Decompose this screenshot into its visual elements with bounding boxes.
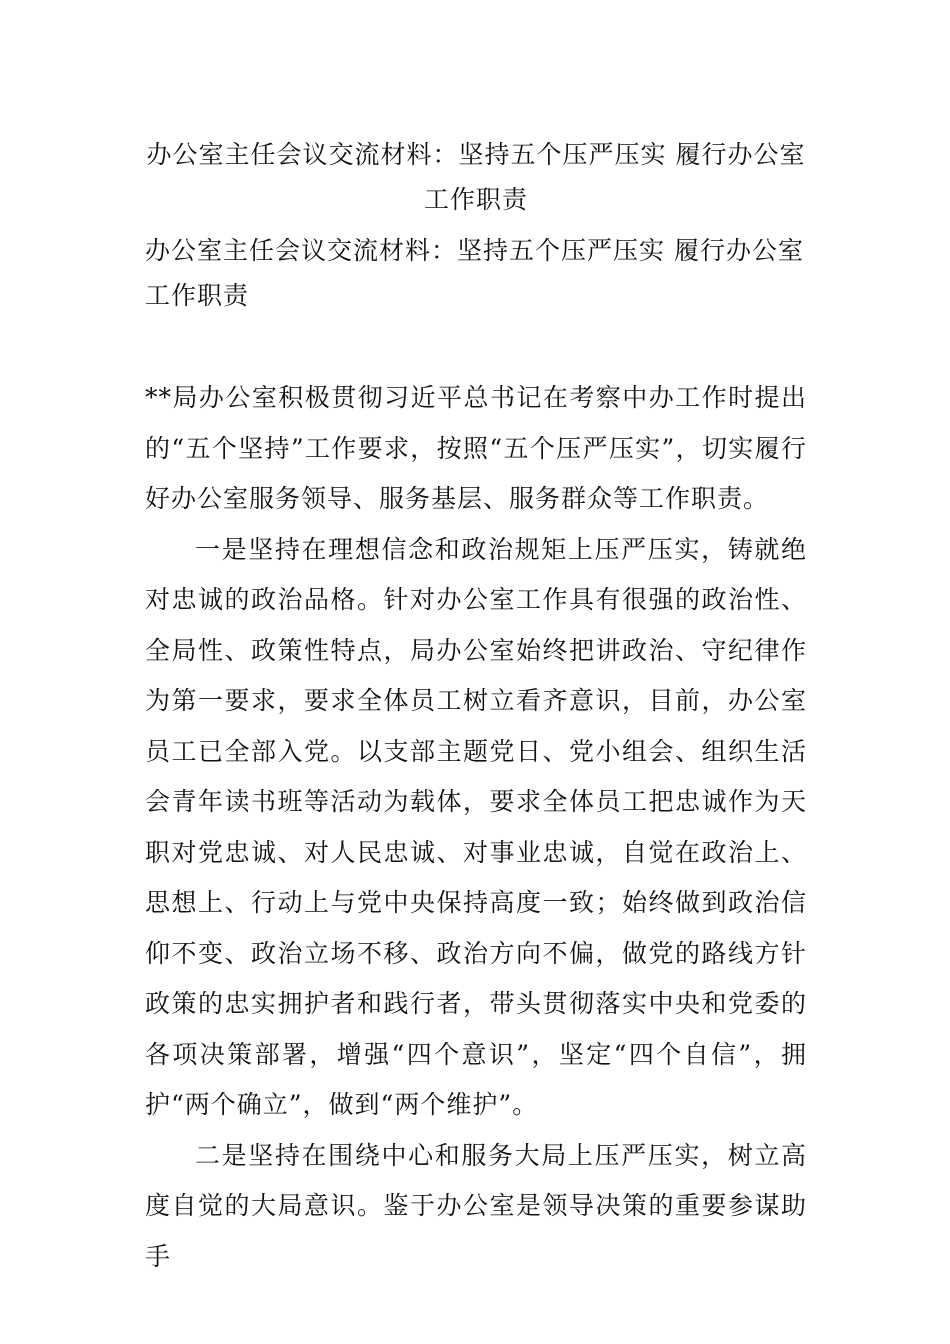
document-body	[145, 373, 807, 1282]
document-title-repeat: 办公室主任会议交流材料：坚持五个压严压实 履行办公室工作职责	[145, 236, 804, 310]
document-title: 办公室主任会议交流材料：坚持五个压严压实 履行办公室工作职责	[146, 140, 806, 214]
paragraph-point-two: 二是坚持在围绕中心和服务大局上压严压实，树立高度自觉的大局意识。鉴于办公室是领导决策的重要参谋助手	[145, 1140, 807, 1271]
paragraph-point-one: 一是坚持在理想信念和政治规矩上压严压实，铸就绝对忠诚的政治品格。针对办公室工作具有很强的政治性、全局性、政策性特点，局办公室始终把讲政治、守纪律作为第一要求，要求全体员工树立看齐意识，目前，办公室员工已全部入党。以支部主题党日、党小组会、组织生活会青年读书班等活动为载体，要求全体员工把忠诚作为天职对党忠诚、对人民忠诚、对事业忠诚，自觉在政治上、思想上、行动上与党中央保持高度一致；始终做到政治信仰不变、政治立场不移、政治方向不偏，做党的路线方针政策的忠实拥护者和践行者，带头贯彻落实中央和党委的各项决策部署，增强“四个意识”，坚定“四个自信”，拥护“两个确立”，做到“两个维护”。	[145, 534, 807, 1119]
intro-paragraph: **局办公室积极贯彻习近平总书记在考察中办工作时提出的“五个坚持”工作要求，按照“五个压严压实”，切实履行好办公室服务领导、服务基层、服务群众等工作职责。	[145, 383, 807, 513]
